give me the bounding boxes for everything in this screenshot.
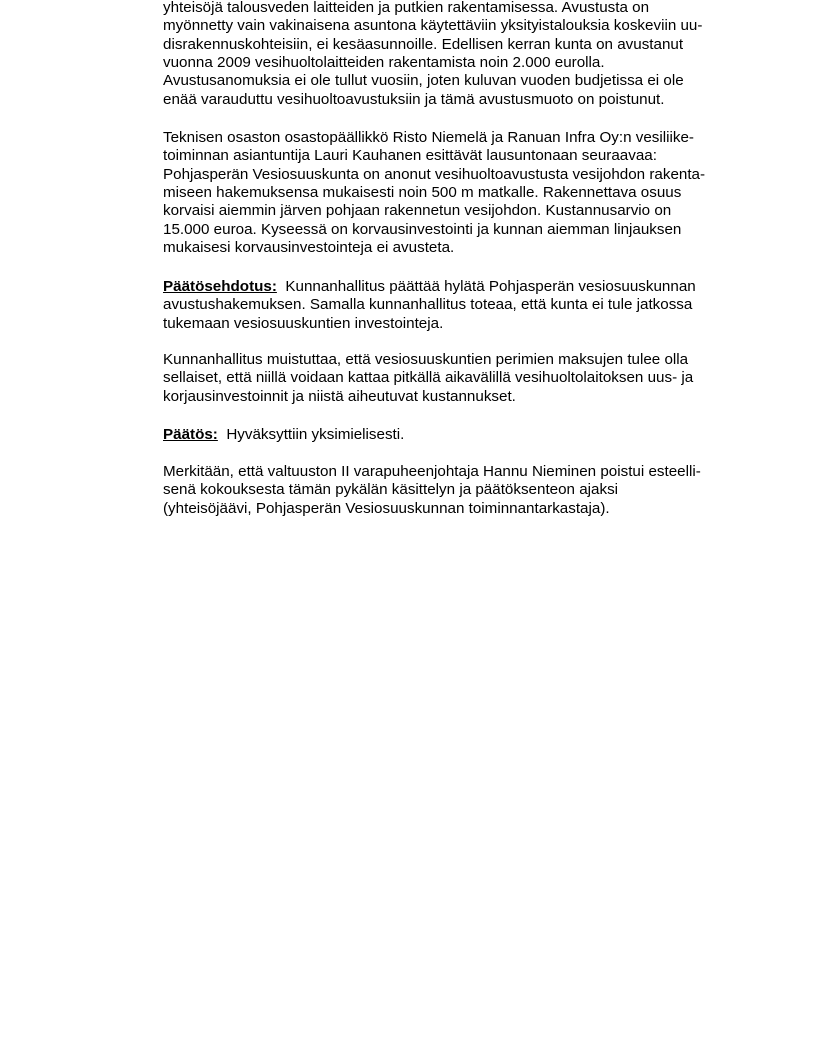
text-line: Pohjasperän Vesiosuuskunta on anonut vesihuoltoavustusta vesijohdon rakenta- [163,165,706,183]
text-line: vuonna 2009 vesihuoltolaitteiden rakentamista noin 2.000 eurolla. [163,54,605,72]
paragraph-grant-background [163,0,763,109]
decision-label: Päätös: [163,426,218,443]
text-line: sellaiset, että niillä voidaan kattaa pitkällä aikavälillä vesihuoltolaitoksen uus- ja [163,369,694,387]
proposal-label: Päätösehdotus: [163,278,277,295]
text-line [163,426,763,444]
text-line: Avustusanomuksia ei ole tullut vuosiin, joten kuluvan vuoden budjetissa ei ole [163,72,684,90]
text-line: Teknisen osaston osastopäällikkö Risto Niemelä ja Ranuan Infra Oy:n vesiliike- [163,129,694,146]
text-line: mukaisesi korvausinvestointeja ei avusteta. [163,239,455,257]
text-line-content: Hyväksyttiin yksimielisesti. [217,426,405,443]
text-line: korvaisi aiemmin järven pohjaan rakennetun vesijohdon. Kustannusarvio on [163,202,672,220]
text-line: korjausinvestoinnit ja niistä aiheutuvat kustannukset. [163,387,516,405]
paragraph-reminder [163,351,763,406]
text-line: toiminnan asiantuntija Lauri Kauhanen esittävät lausuntonaan seuraavaa: [163,147,657,165]
text-line: yhteisöjä talousveden laitteiden ja putkien rakentamisessa. Avustusta on [163,0,650,16]
text-line [163,278,763,296]
paragraph-decision [163,426,763,444]
text-line: myönnetty vain vakinaisena asuntona käytettäviin yksityistalouksia koskeviin uu- [163,17,703,35]
text-line: avustushakemuksen. Samalla kunnanhallitus toteaa, että kunta ei tule jatkossa [163,296,693,314]
text-line: disrakennuskohteisiin, ei kesäasunnoille. Edellisen kerran kunta on avustanut [163,35,684,53]
text-line: Merkitään, että valtuuston II varapuheenjohtaja Hannu Nieminen poistui esteelli- [163,463,701,480]
text-line: Kunnanhallitus muistuttaa, että vesiosuuskuntien perimien maksujen tulee olla [163,351,689,368]
text-line: (yhteisöjäävi, Pohjasperän Vesiosuuskunnan toiminnantarkastaja). [163,499,610,517]
text-line: senä kokouksesta tämän pykälän käsittelyn ja päätöksenteon ajaksi [163,481,619,499]
text-line: miseen hakemuksensa mukaisesti noin 500 m matkalle. Rakennettava osuus [163,184,682,202]
text-line: 15.000 euroa. Kyseessä on korvausinvestointi ja kunnan aiemman linjauksen [163,220,682,238]
paragraph-note [163,463,763,518]
text-line: enää varauduttu vesihuoltoavustuksiin ja tämä avustusmuoto on poistunut. [163,90,665,108]
text-line: tukemaan vesiosuuskuntien investointeja. [163,314,444,332]
text-line-content: Kunnanhallitus päättää hylätä Pohjasperän vesiosuuskunnan [276,278,696,295]
paragraph-statement [163,129,763,257]
paragraph-proposal [163,278,763,333]
